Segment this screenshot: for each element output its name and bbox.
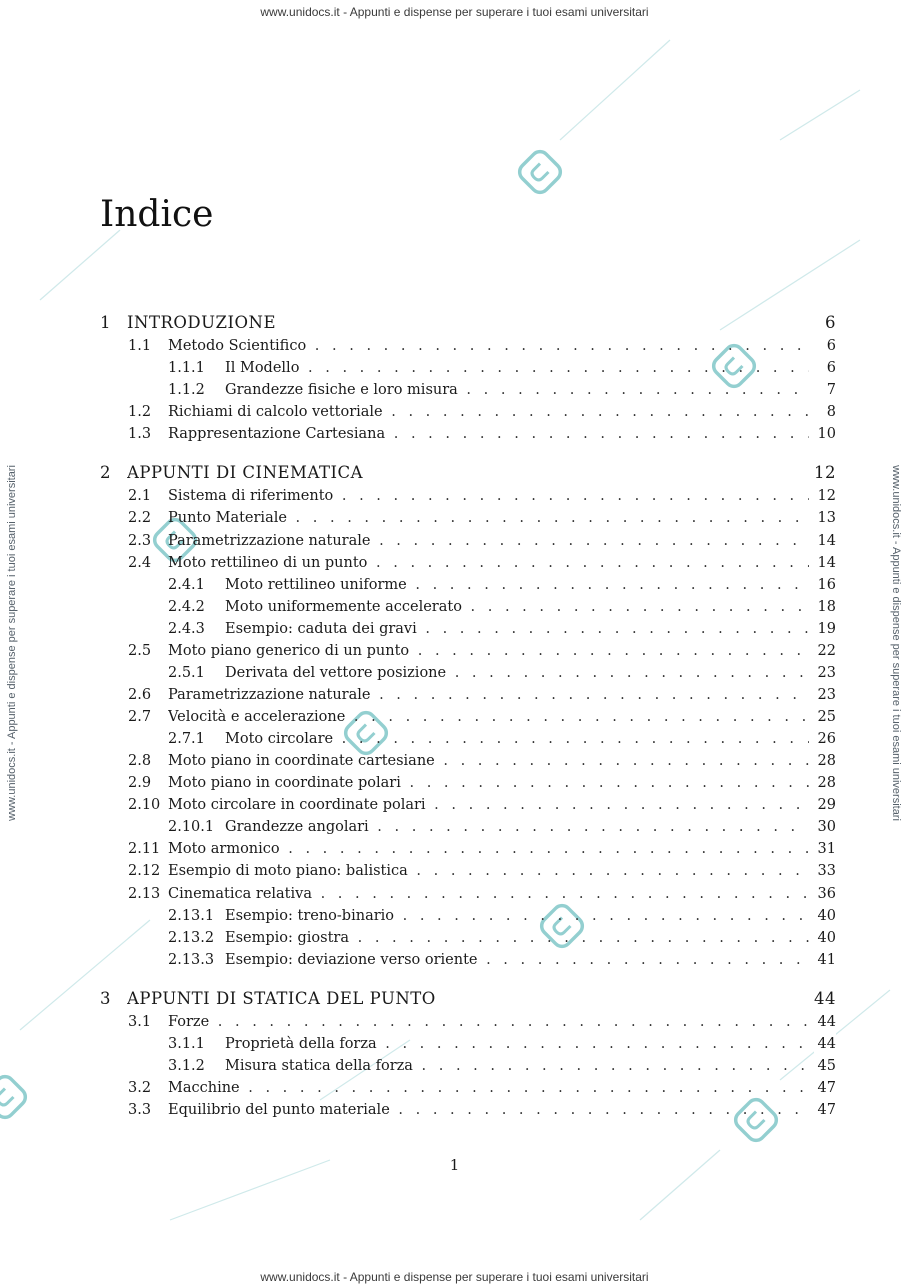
toc-number: 2.13.1 [168, 908, 215, 924]
toc-number: 2.4.3 [168, 621, 205, 637]
toc-number: 3.1.1 [168, 1036, 205, 1052]
toc-number: 2.9 [128, 775, 152, 791]
toc-subsection[interactable] [0, 357, 909, 379]
toc-page: 45 [814, 1055, 836, 1077]
toc-number: 2.10.1 [168, 819, 215, 835]
toc-page: 28 [814, 750, 836, 772]
toc-page: 23 [814, 662, 836, 684]
toc-section[interactable] [0, 1077, 909, 1099]
toc-section[interactable] [0, 530, 909, 552]
toc-page: 28 [814, 772, 836, 794]
toc-page: 47 [814, 1099, 836, 1121]
toc-title: Sistema di riferimento . . . [168, 485, 809, 507]
toc-number: 2.13.3 [168, 952, 215, 968]
toc-title: Moto armonico . . . [168, 838, 809, 860]
toc-section[interactable] [0, 507, 909, 529]
toc-page: 8 [823, 401, 836, 423]
toc-title: Moto uniformemente accelerato . . . [225, 596, 809, 618]
toc-page: 14 [814, 530, 836, 552]
watermark-left: www.unidocs.it - Appunti e dispense per superare i tuoi esami universitari [6, 465, 18, 821]
toc-title: Moto piano in coordinate polari . . . [168, 772, 809, 794]
toc-title: Moto rettilineo uniforme . . . [225, 574, 809, 596]
toc-chapter[interactable] [0, 462, 909, 484]
toc-section[interactable] [0, 772, 909, 794]
toc-number: 3.1 [128, 1014, 152, 1030]
watermark-right: www.unidocs.it - Appunti e dispense per superare i tuoi esami universitari [890, 465, 902, 821]
toc-page: 33 [814, 860, 836, 882]
toc-section[interactable] [0, 335, 909, 357]
toc-section[interactable] [0, 883, 909, 905]
toc-section[interactable] [0, 1099, 909, 1121]
toc-title: Richiami di calcolo vettoriale . . . [168, 401, 809, 423]
toc-section[interactable] [0, 838, 909, 860]
toc-section[interactable] [0, 1011, 909, 1033]
toc-page: 29 [814, 794, 836, 816]
toc-number: 2.7.1 [168, 731, 205, 747]
toc-subsection[interactable] [0, 662, 909, 684]
toc-number: 3 [100, 989, 111, 1008]
toc-chapter[interactable] [0, 312, 909, 334]
toc-title: Il Modello . . . [225, 357, 809, 379]
toc-page: 44 [810, 988, 836, 1010]
toc-page: 23 [814, 684, 836, 706]
toc-subsection[interactable] [0, 905, 909, 927]
toc-subsection[interactable] [0, 618, 909, 640]
toc-number: 2.4 [128, 555, 152, 571]
toc-page: 44 [814, 1033, 836, 1055]
toc-number: 2.2 [128, 510, 152, 526]
toc-page: 26 [814, 728, 836, 750]
toc-number: 2.4.2 [168, 599, 205, 615]
page-number: 1 [449, 1156, 460, 1174]
toc-number: 2.10 [128, 797, 161, 813]
toc-title: Esempio: treno-binario . . . [225, 905, 809, 927]
toc-number: 1.3 [128, 426, 152, 442]
toc-number: 2.8 [128, 753, 152, 769]
toc-number: 2.6 [128, 687, 152, 703]
toc-title: APPUNTI DI STATICA DEL PUNTO [127, 989, 436, 1008]
toc-page: 47 [814, 1077, 836, 1099]
toc-title: Forze . . . [168, 1011, 809, 1033]
toc-title: INTRODUZIONE [127, 313, 277, 332]
toc-section[interactable] [0, 794, 909, 816]
toc-number: 2.4.1 [168, 577, 205, 593]
toc-number: 3.2 [128, 1080, 152, 1096]
toc-subsection[interactable] [0, 379, 909, 401]
toc-number: 1.1.1 [168, 360, 205, 376]
toc-section[interactable] [0, 552, 909, 574]
toc-number: 1.1 [128, 338, 152, 354]
toc-number: 2.13 [128, 886, 161, 902]
toc-number: 2 [100, 463, 111, 482]
toc-title: Moto circolare . . . [225, 728, 809, 750]
toc-page: 14 [814, 552, 836, 574]
toc-title: Velocità e accelerazione . . . [168, 706, 809, 728]
toc-subsection[interactable] [0, 596, 909, 618]
toc-title: Proprietà della forza . . . [225, 1033, 809, 1055]
toc-title: Esempio: caduta dei gravi . . . [225, 618, 809, 640]
toc-title: Parametrizzazione naturale . . . [168, 530, 809, 552]
toc-number: 2.5.1 [168, 665, 205, 681]
toc-page: 36 [814, 883, 836, 905]
toc-number: 2.7 [128, 709, 152, 725]
toc-page: 44 [814, 1011, 836, 1033]
toc-title: Moto piano generico di un punto . . . [168, 640, 809, 662]
toc-section[interactable] [0, 706, 909, 728]
toc-subsection[interactable] [0, 949, 909, 971]
toc-page: 6 [821, 312, 836, 334]
toc-title: Moto rettilineo di un punto . . . [168, 552, 809, 574]
toc-number: 2.13.2 [168, 930, 215, 946]
toc-section[interactable] [0, 750, 909, 772]
toc-page: 40 [814, 905, 836, 927]
toc-title: Cinematica relativa . . . [168, 883, 809, 905]
toc-page: 41 [814, 949, 836, 971]
toc-title: Punto Materiale . . . [168, 507, 809, 529]
toc-page: 10 [814, 423, 836, 445]
toc-page: 13 [814, 507, 836, 529]
toc-title: Esempio di moto piano: balistica . . . [168, 860, 809, 882]
toc-section[interactable] [0, 423, 909, 445]
toc-page: 18 [814, 596, 836, 618]
toc-title: Parametrizzazione naturale . . . [168, 684, 809, 706]
toc-page: 25 [814, 706, 836, 728]
toc-title: Moto circolare in coordinate polari . . . [168, 794, 809, 816]
toc-page: 12 [814, 485, 836, 507]
toc-title: Rappresentazione Cartesiana . . . [168, 423, 809, 445]
watermark-bottom: www.unidocs.it - Appunti e dispense per superare i tuoi esami universitari [260, 1270, 649, 1284]
toc-title: APPUNTI DI CINEMATICA [127, 463, 364, 482]
toc-page: 7 [823, 379, 836, 401]
toc-page: 6 [823, 335, 836, 357]
toc-section[interactable] [0, 640, 909, 662]
toc-number: 2.12 [128, 863, 161, 879]
toc-title: Esempio: deviazione verso oriente . . . [225, 949, 809, 971]
toc-section[interactable] [0, 860, 909, 882]
toc-title: Misura statica della forza . . . [225, 1055, 809, 1077]
toc-subsection[interactable] [0, 1033, 909, 1055]
toc-section[interactable] [0, 485, 909, 507]
toc-title: Derivata del vettore posizione . . . [225, 662, 809, 684]
toc-title: Equilibrio del punto materiale . . . [168, 1099, 809, 1121]
toc-number: 2.5 [128, 643, 152, 659]
page-title: Indice [100, 194, 214, 235]
toc-page: 19 [814, 618, 836, 640]
toc-number: 1 [100, 313, 111, 332]
toc-title: Macchine . . . [168, 1077, 809, 1099]
toc-title: Metodo Scientifico . . . [168, 335, 809, 357]
toc-page: 6 [823, 357, 836, 379]
toc-page: 40 [814, 927, 836, 949]
toc-number: 3.1.2 [168, 1058, 205, 1074]
toc-title: Grandezze angolari . . . [225, 816, 809, 838]
toc-section[interactable] [0, 684, 909, 706]
toc-number: 1.1.2 [168, 382, 205, 398]
toc-subsection[interactable] [0, 574, 909, 596]
toc-title: Moto piano in coordinate cartesiane . . . [168, 750, 809, 772]
toc-page: 12 [810, 462, 836, 484]
watermark-top: www.unidocs.it - Appunti e dispense per superare i tuoi esami universitari [260, 5, 649, 19]
toc-subsection[interactable] [0, 728, 909, 750]
toc-number: 2.3 [128, 533, 152, 549]
toc-section[interactable] [0, 401, 909, 423]
toc-page: 16 [814, 574, 836, 596]
toc-page: 22 [814, 640, 836, 662]
toc-subsection[interactable] [0, 816, 909, 838]
toc-title: Grandezze fisiche e loro misura . . . [225, 379, 809, 401]
unidocs-logo-icon [516, 148, 564, 196]
toc-number: 2.1 [128, 488, 152, 504]
toc-subsection[interactable] [0, 1055, 909, 1077]
toc-title: Esempio: giostra . . . [225, 927, 809, 949]
toc-number: 1.2 [128, 404, 152, 420]
toc-page: 30 [814, 816, 836, 838]
toc-subsection[interactable] [0, 927, 909, 949]
toc-number: 3.3 [128, 1102, 152, 1118]
toc-page: 31 [814, 838, 836, 860]
toc-number: 2.11 [128, 841, 161, 857]
toc-chapter[interactable] [0, 988, 909, 1010]
